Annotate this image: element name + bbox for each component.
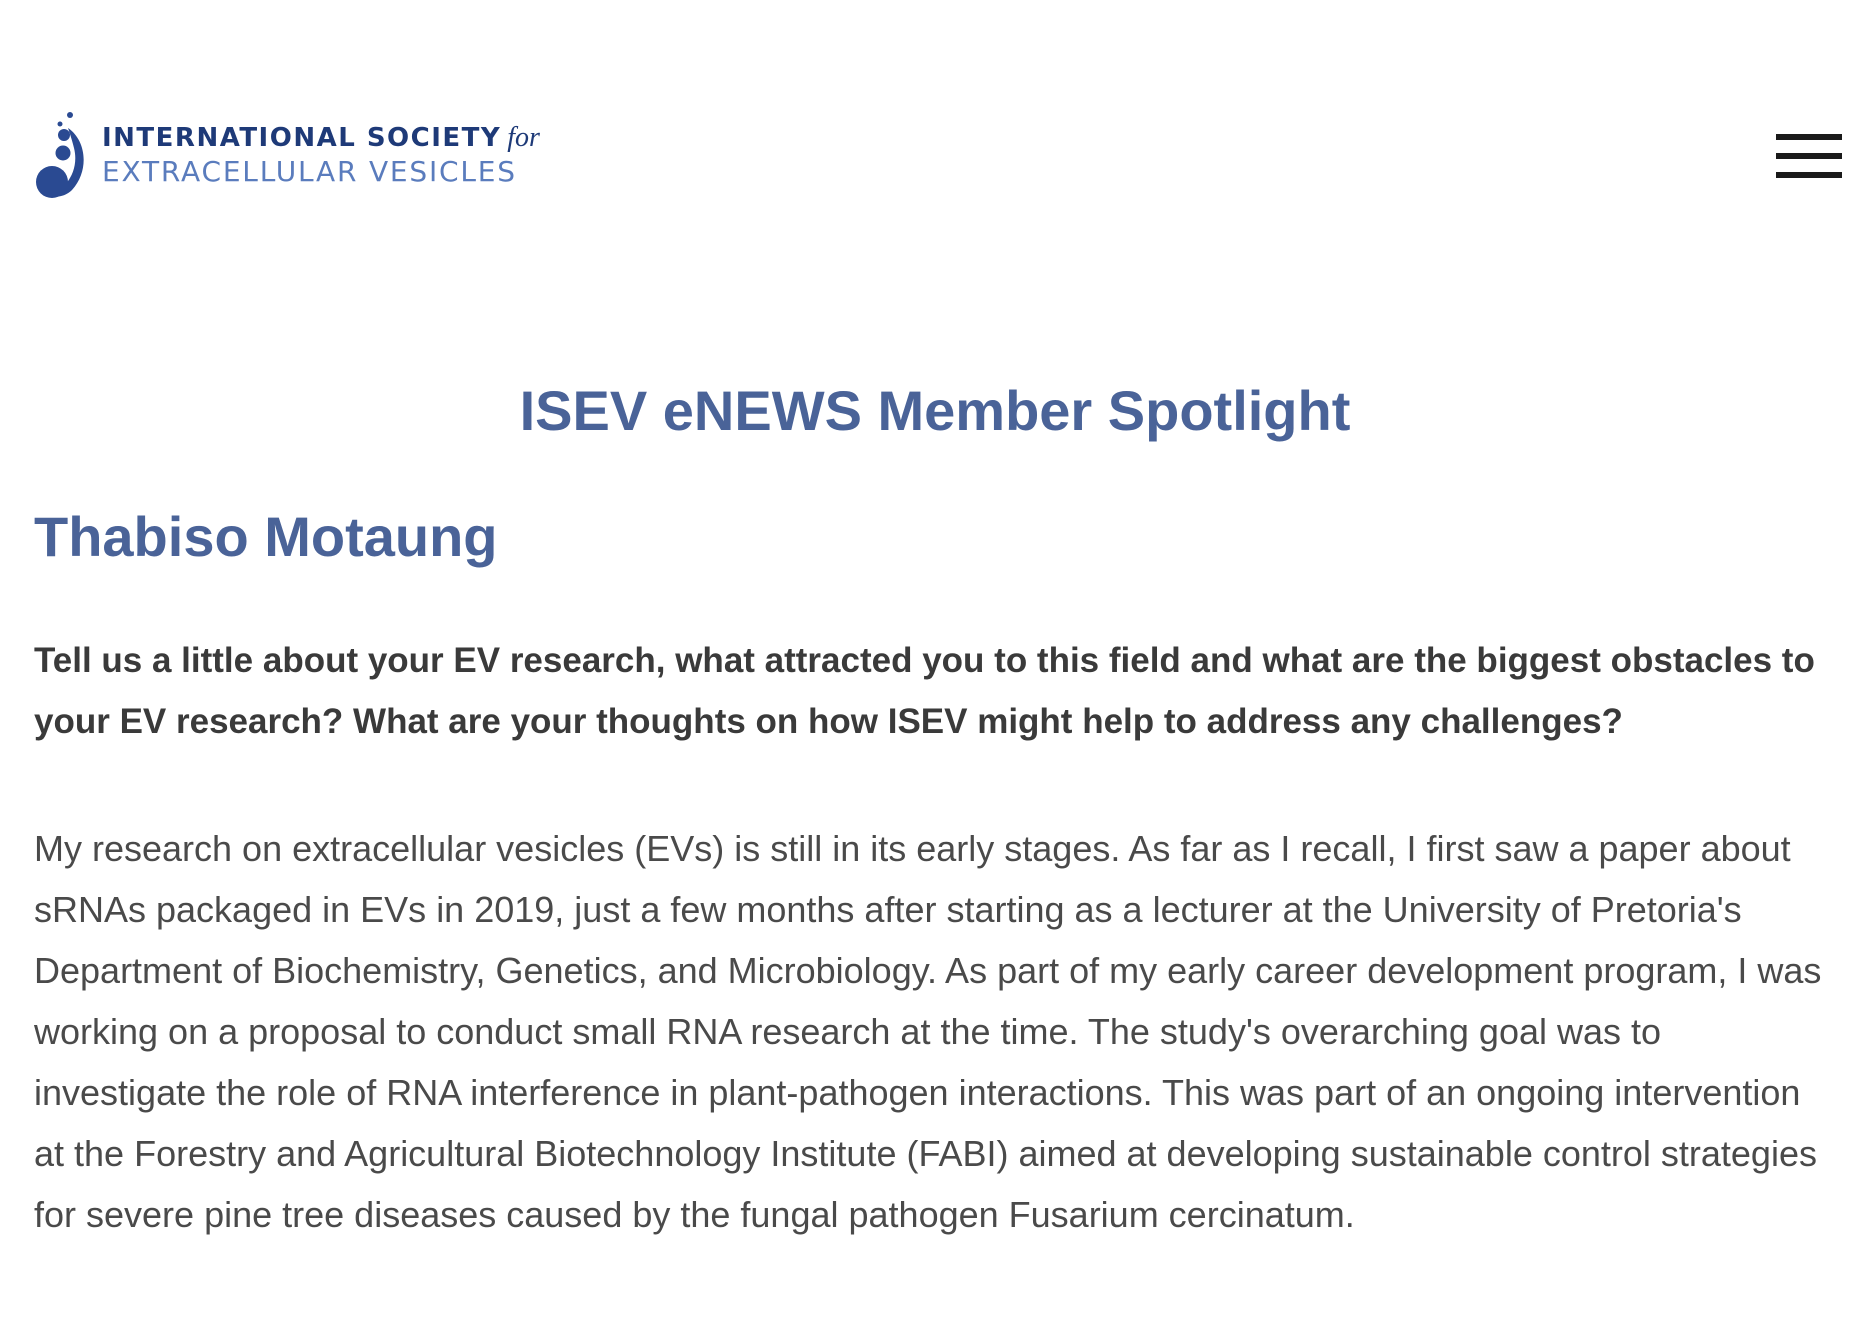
logo-text xyxy=(102,124,540,186)
isev-vesicles-logo-icon xyxy=(34,110,88,200)
hamburger-menu-icon[interactable] xyxy=(1776,134,1842,178)
logo-line-2: EXTRACELLULAR VESICLES xyxy=(102,155,517,188)
site-header xyxy=(0,0,1870,260)
member-name-heading: Thabiso Motaung xyxy=(34,505,498,568)
page-title: ISEV eNEWS Member Spotlight xyxy=(519,379,1351,442)
menu-bar xyxy=(1776,172,1842,178)
interview-question: Tell us a little about your EV research, what attracted you to this field and what are the biggest obstacles to your EV research? What are your thoughts on how ISEV might help to address any challenges? xyxy=(34,640,1815,741)
menu-bar xyxy=(1776,134,1842,140)
logo-society-text: INTERNATIONAL SOCIETY xyxy=(102,123,502,153)
menu-bar xyxy=(1776,153,1842,159)
isev-logo-link[interactable] xyxy=(34,110,540,200)
interview-answer: My research on extracellular vesicles (EVs) is still in its early stages. As far as I recall, I first saw a paper about sRNAs packaged in EVs in 2019, just a few months after starting as a lecturer at the University of Pretoria's Department of Biochemistry, Genetics, and Microbiology. As part of my early career development program, I was working on a proposal to conduct small RNA research at the time. The study's overarching goal was to investigate the role of RNA interference in plant-pathogen interactions. This was part of an ongoing intervention at the Forestry and Agricultural Biotechnology Institute (FABI) aimed at developing sustainable control strategies for severe pine tree diseases caused by the fungal pathogen Fusarium cercinatum. xyxy=(34,827,1822,1235)
logo-for-text: for xyxy=(507,122,540,153)
article-content xyxy=(34,380,1836,1245)
logo-line-1 xyxy=(102,124,540,152)
